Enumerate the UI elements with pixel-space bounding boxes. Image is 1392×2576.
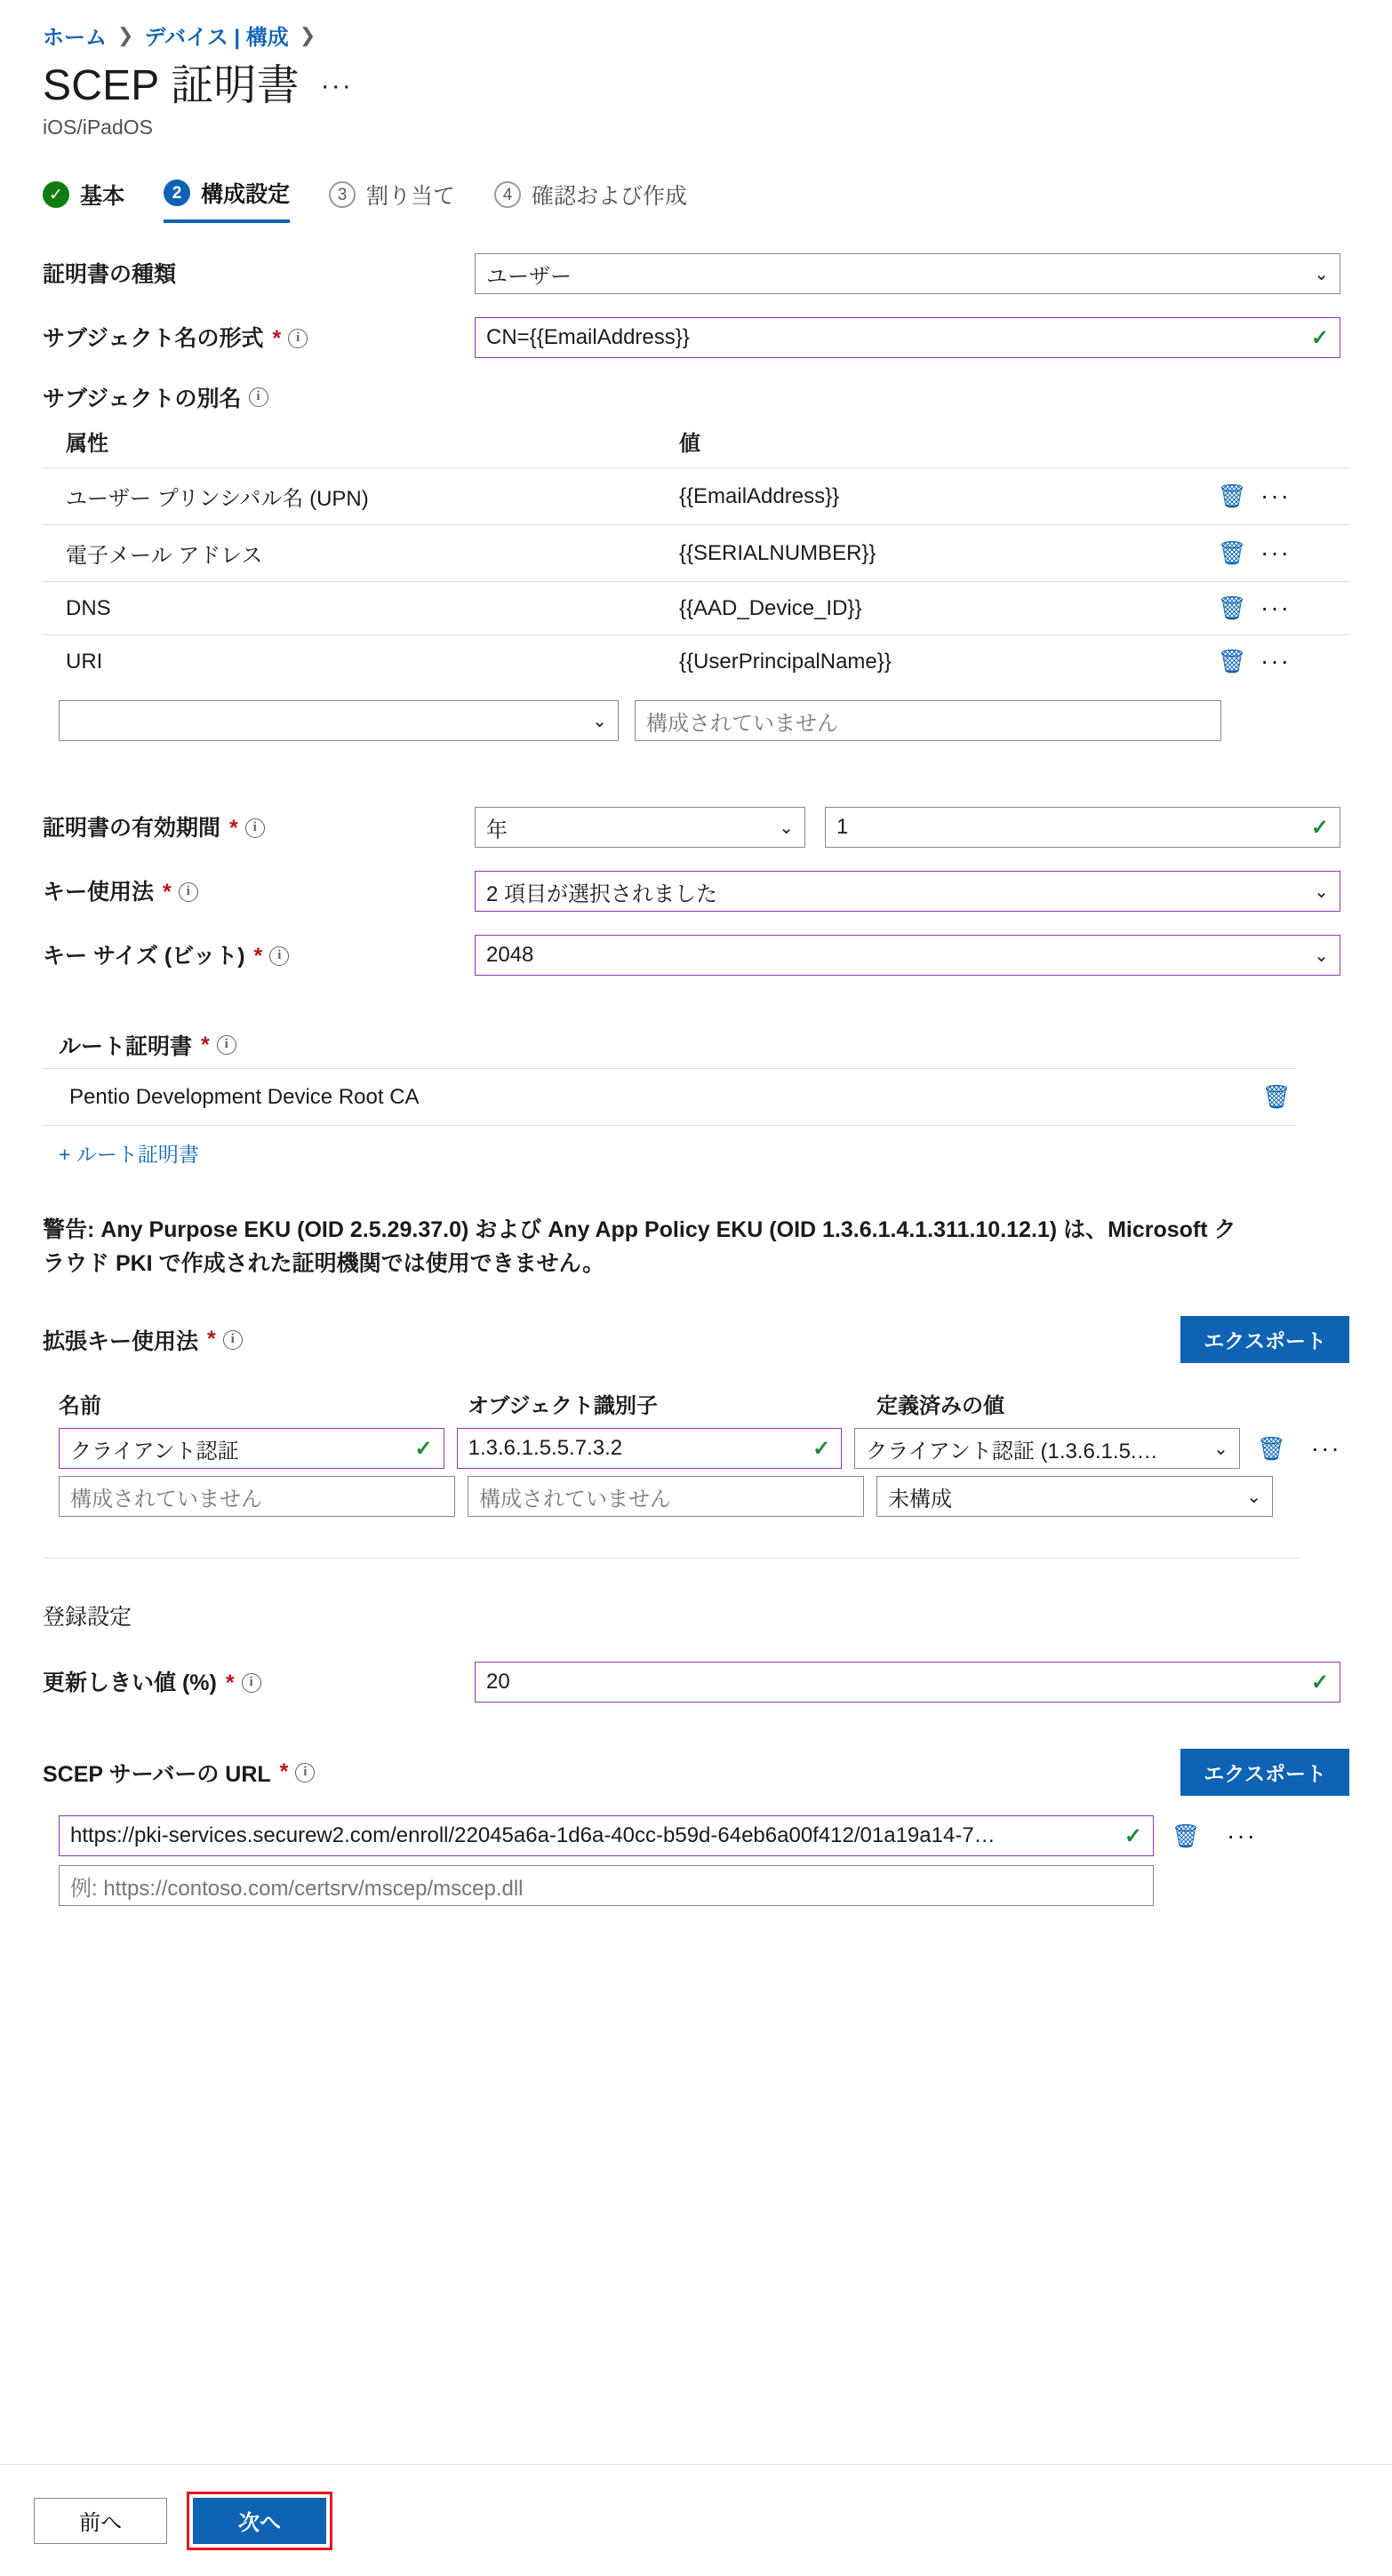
eku-oid-input[interactable] [457, 1428, 843, 1469]
info-icon[interactable]: i [295, 1763, 315, 1782]
subject-alt-name-label [43, 381, 1349, 413]
eku-name-placeholder: 構成されていません [70, 1487, 262, 1511]
table-header [59, 1388, 1349, 1428]
wizard-step-label: 構成設定 [201, 182, 291, 208]
san-new-value-input[interactable] [635, 700, 1221, 741]
required-marker: * [207, 1327, 216, 1352]
info-icon[interactable]: i [288, 329, 308, 348]
table-row [43, 524, 1349, 581]
table-row [43, 467, 1349, 524]
eku-warning-text: 警告: Any Purpose EKU (OID 2.5.29.37.0) および Any App Policy EKU (OID 1.3.6.1.4.1.311.10.12.1) は、Microsoft クラウド PKI で作成された証明機関では使用できません。 [43, 1217, 1236, 1276]
section-divider [43, 1558, 1300, 1559]
subject-alt-name-table [43, 417, 1349, 741]
certificate-type-row [43, 253, 1349, 294]
required-marker: * [272, 326, 282, 352]
root-certificate-row [43, 1068, 1296, 1126]
row-more-options-button[interactable]: ··· [1260, 647, 1291, 675]
wizard-steps [43, 177, 1349, 223]
eku-predefined-select-empty[interactable] [876, 1476, 1273, 1517]
page-title: SCEP 証明書 [43, 62, 300, 109]
valid-check-icon: ✓ [1310, 815, 1329, 840]
row-more-options-button[interactable]: ··· [1310, 1433, 1341, 1462]
label-text: 更新しきい値 (%) [43, 1671, 217, 1696]
renewal-threshold-value: 20 [486, 1670, 510, 1695]
required-marker: * [279, 1759, 289, 1785]
page-title-row [43, 61, 1349, 110]
row-more-options-button[interactable]: ··· [1260, 594, 1291, 622]
delete-icon[interactable]: 🗑 [1217, 483, 1247, 510]
row-more-options-button[interactable]: ··· [1227, 1821, 1257, 1849]
info-icon[interactable]: i [242, 1673, 261, 1693]
wizard-step-configuration-settings[interactable] [164, 177, 290, 223]
validity-unit-select[interactable] [475, 807, 805, 848]
san-value: {{SERIALNUMBER}} [679, 540, 876, 565]
san-value: {{AAD_Device_ID}} [679, 595, 862, 620]
key-usage-label [43, 871, 475, 907]
san-attribute: URI [66, 649, 103, 674]
row-more-options-button[interactable]: ··· [1260, 538, 1291, 567]
valid-check-icon: ✓ [812, 1436, 831, 1461]
column-header-name: 名前 [59, 1394, 101, 1419]
scep-url-header [43, 1749, 1349, 1796]
subject-name-format-value: CN={{EmailAddress}} [486, 325, 690, 350]
more-options-button[interactable]: ··· [320, 71, 353, 101]
chevron-down-icon: ⌄ [1246, 1487, 1261, 1507]
delete-icon[interactable]: 🗑 [1217, 539, 1247, 567]
row-more-options-button[interactable]: ··· [1260, 482, 1291, 510]
info-icon[interactable]: i [245, 818, 265, 838]
certificate-validity-row [43, 807, 1349, 848]
table-row [43, 581, 1349, 634]
next-button[interactable]: 次へ [193, 2498, 326, 2544]
valid-check-icon: ✓ [1310, 325, 1329, 350]
scep-url-input[interactable] [59, 1815, 1154, 1856]
label-text: キー使用法 [43, 880, 155, 905]
table-row [43, 634, 1349, 688]
san-new-attribute-select[interactable] [59, 700, 619, 741]
label-text: サブジェクト名の形式 [43, 326, 264, 352]
san-attribute: ユーザー プリンシパル名 (UPN) [66, 487, 369, 512]
renewal-threshold-row [43, 1662, 1349, 1703]
breadcrumb-separator-icon: ❯ [117, 23, 134, 46]
san-attribute: 電子メール アドレス [66, 544, 263, 569]
required-marker: * [253, 944, 263, 969]
eku-predefined-value: 未構成 [888, 1487, 952, 1511]
valid-check-icon: ✓ [414, 1436, 433, 1461]
add-root-certificate-link[interactable]: + ルート証明書 [59, 1143, 199, 1167]
delete-icon[interactable]: 🗑 [1261, 1083, 1292, 1111]
label-text: SCEP サーバーの URL [43, 1761, 271, 1787]
extended-key-usage-header [43, 1316, 1349, 1363]
step-badge-2: 2 [164, 179, 190, 206]
eku-name-value: クライアント認証 [70, 1439, 239, 1463]
chevron-down-icon: ⌄ [1314, 945, 1329, 966]
table-row [59, 1428, 1349, 1469]
extended-key-usage-table [43, 1388, 1349, 1517]
column-header-attribute: 属性 [66, 432, 108, 457]
key-size-row [43, 935, 1349, 976]
delete-icon[interactable]: 🗑 [1256, 1434, 1286, 1462]
scep-url-value: https://pki-services.securew2.com/enroll/22045a6a-1d6a-40cc-b59d-64eb6a00f412/01a19a14-7… [70, 1823, 996, 1848]
validity-amount-value: 1 [836, 815, 849, 840]
valid-check-icon: ✓ [1124, 1823, 1142, 1848]
certificate-type-label [43, 253, 475, 290]
subject-name-format-row [43, 317, 1349, 358]
scep-url-placeholder: 例: https://contoso.com/certsrv/mscep/mscep.dll [70, 1876, 524, 1901]
info-icon[interactable]: i [223, 1330, 243, 1350]
column-header-predefined-value: 定義済みの値 [876, 1394, 1004, 1419]
chevron-down-icon: ⌄ [1314, 264, 1329, 284]
validity-unit-value: 年 [486, 817, 508, 842]
delete-icon[interactable]: 🗑 [1217, 594, 1247, 622]
step-badge-4: 4 [494, 181, 521, 208]
required-marker: * [225, 1671, 235, 1696]
label-text: 拡張キー使用法 [43, 1328, 199, 1354]
extended-key-usage-label [43, 1324, 243, 1356]
eku-name-input[interactable] [59, 1428, 444, 1469]
label-text: ルート証明書 [59, 1034, 193, 1060]
certificate-type-select[interactable] [475, 253, 1340, 294]
wizard-step-basics[interactable] [43, 179, 124, 221]
chevron-down-icon: ⌄ [592, 711, 607, 731]
key-size-select[interactable] [475, 935, 1340, 976]
column-header-value: 値 [679, 432, 700, 457]
eku-oid-placeholder: 構成されていません [479, 1487, 671, 1511]
table-header [43, 417, 1349, 467]
previous-button[interactable]: 前へ [34, 2498, 167, 2544]
delete-icon[interactable]: 🗑 [1171, 1822, 1201, 1849]
wizard-step-assignments[interactable] [329, 179, 455, 221]
key-size-value: 2048 [486, 943, 534, 968]
eku-name-input-empty[interactable] [59, 1476, 455, 1517]
renewal-threshold-input[interactable] [475, 1662, 1340, 1703]
chevron-down-icon: ⌄ [779, 817, 794, 838]
next-button-highlight [187, 2492, 332, 2550]
root-certificate-name: Pentio Development Device Root CA [69, 1084, 420, 1109]
wizard-step-label: 割り当て [366, 184, 456, 210]
delete-icon[interactable]: 🗑 [1217, 648, 1247, 675]
validity-controls [475, 807, 1340, 848]
san-value: {{EmailAddress}} [679, 483, 840, 508]
san-new-value-placeholder: 構成されていません [646, 711, 838, 736]
enrollment-settings-title: 登録設定 [43, 1605, 132, 1631]
info-icon[interactable]: i [249, 387, 268, 407]
scep-url-export-button[interactable]: エクスポート [1180, 1749, 1349, 1796]
required-marker: * [201, 1032, 210, 1057]
san-value: {{UserPrincipalName}} [679, 649, 892, 674]
root-certificate-label [43, 1029, 1349, 1061]
wizard-step-label: 基本 [80, 184, 125, 210]
info-icon[interactable]: i [269, 946, 289, 966]
table-row [59, 1476, 1349, 1517]
breadcrumb-separator-icon-2: ❯ [299, 23, 316, 46]
breadcrumb-item-devices-config[interactable]: デバイス | 構成 [144, 26, 289, 50]
eku-predefined-value: クライアント認証 (1.3.6.1.5.… [866, 1439, 1158, 1463]
key-usage-value: 2 項目が選択されました [486, 881, 718, 906]
wizard-step-label: 確認および作成 [532, 184, 688, 210]
certificate-validity-label [43, 807, 475, 843]
scep-url-row [43, 1815, 1349, 1856]
eku-export-button[interactable]: エクスポート [1180, 1316, 1349, 1363]
info-icon[interactable]: i [217, 1035, 236, 1055]
wizard-step-review-create[interactable] [494, 179, 687, 221]
wizard-footer [0, 2464, 1392, 2576]
subject-name-format-label [43, 317, 475, 354]
label-text: キー サイズ (ビット) [43, 944, 245, 969]
label-text: サブジェクトの別名 [43, 387, 242, 412]
certificate-type-value: ユーザー [486, 264, 572, 289]
chevron-down-icon: ⌄ [1314, 881, 1329, 902]
info-icon[interactable]: i [179, 882, 198, 902]
step-badge-check-icon: ✓ [43, 181, 69, 208]
renewal-threshold-label [43, 1662, 475, 1698]
scep-url-label [43, 1757, 315, 1789]
required-marker: * [163, 880, 172, 905]
step-badge-3: 3 [329, 181, 356, 208]
scep-url-input-empty[interactable] [59, 1865, 1154, 1906]
chevron-down-icon: ⌄ [1213, 1439, 1228, 1459]
column-header-oid: オブジェクト識別子 [468, 1394, 658, 1419]
page-subtitle: iOS/iPadOS [43, 116, 153, 140]
configuration-form [43, 253, 1349, 2093]
san-attribute: DNS [66, 595, 111, 620]
eku-predefined-select[interactable] [854, 1428, 1240, 1469]
label-text: 証明書の有効期間 [43, 816, 221, 841]
valid-check-icon: ✓ [1310, 1670, 1329, 1695]
key-size-label [43, 935, 475, 971]
san-new-row [43, 688, 1349, 741]
breadcrumb-item-home[interactable]: ホーム [43, 26, 107, 50]
scep-url-new-row [43, 1865, 1349, 1906]
eku-oid-input-empty[interactable] [468, 1476, 864, 1517]
validity-amount-input[interactable] [825, 807, 1340, 848]
required-marker: * [229, 816, 238, 841]
key-usage-row [43, 871, 1349, 912]
eku-oid-value: 1.3.6.1.5.5.7.3.2 [468, 1436, 623, 1461]
label-text: 証明書の種類 [43, 262, 177, 288]
key-usage-select[interactable] [475, 871, 1340, 912]
subject-name-format-input[interactable] [475, 317, 1340, 358]
breadcrumb [43, 20, 1349, 51]
